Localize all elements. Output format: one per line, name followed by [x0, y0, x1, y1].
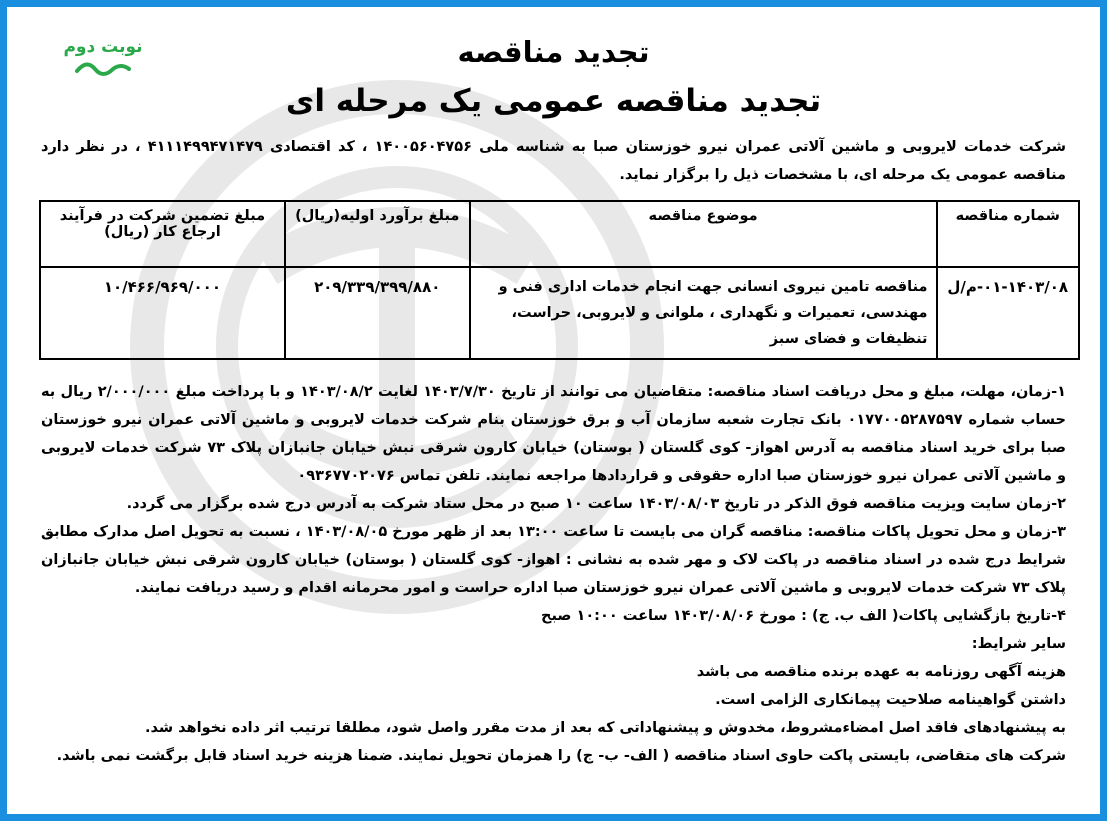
- conditions-section: [41, 378, 1066, 770]
- cell-tender-number: ۰۱-۱۴۰۳/۰۸-م/ل: [937, 267, 1080, 359]
- table-header-row: [40, 201, 1079, 267]
- second-turn-badge: [43, 37, 163, 79]
- header-tender-number: شماره مناقصه: [937, 201, 1080, 267]
- tender-table: [39, 200, 1080, 360]
- other-condition-3: به پیشنهادهای فاقد اصل امضاءمشروط، مخدوش و پیشنهاداتی که بعد از مدت مقرر واصل شود، مطلقا ترتیب اثر داده نخواهد شد.: [144, 720, 1066, 736]
- header-tender-subject: موضوع مناقصه: [470, 201, 937, 267]
- condition-2: ۲-زمان سایت ویزیت مناقصه فوق الذکر در تاریخ ۱۴۰۳/۰۸/۰۳ ساعت ۱۰ صبح در محل ستاد شرکت به آدرس درج شده برگزار می گردد.: [126, 496, 1066, 512]
- second-turn-label: نوبت دوم: [63, 37, 143, 57]
- header-initial-estimate: مبلغ برآورد اولیه(ریال): [285, 201, 470, 267]
- cell-guarantee-amount: ۱۰/۴۶۶/۹۶۹/۰۰۰: [40, 267, 285, 359]
- cell-initial-estimate: ۲۰۹/۳۳۹/۳۹۹/۸۸۰: [285, 267, 470, 359]
- other-condition-4: شرکت های متقاضی، بایستی پاکت حاوی اسناد مناقصه ( الف- ب- ج) را همزمان تحویل نمایند. ضمنا هزینه خرید اسناد قابل برگشت نمی باشد.: [56, 748, 1066, 764]
- table-row: [40, 267, 1079, 359]
- cell-tender-subject: مناقصه تامین نیروی انسانی جهت انجام خدمات اداری فنی و مهندسی، تعمیرات و نگهداری ، ملوانی و لایروبی، حراست، تنظیفات و فضای سبز: [470, 267, 937, 359]
- notice-title: تجدید مناقصه: [457, 35, 650, 69]
- condition-3: ۳-زمان و محل تحویل پاکات مناقصه: مناقصه گران می بایست تا ساعت ۱۳:۰۰ بعد از ظهر مورخ ۱۴۰۳/۰۸/۰۵ ، نسبت به تحویل اصل مدارک مطابق شرایط درج شده در اسناد مناقصه در پاکت لاک و مهر شده به نشانی : اهواز- کوی گلستان ( بوستان) خیابان کارون شرقی نبش خیابان جانبازان پلاک ۷۳ شرکت خدمات لایروبی و ماشین آلاتی عمران نیرو خوزستان صبا اداره حراست و امور محرمانه اقدام و رسید دریافت نمایند.: [41, 524, 1066, 596]
- badge-swash-icon: [73, 57, 133, 79]
- condition-4: ۴-تاریخ بازگشایی پاکات( الف ب. ج) : مورخ ۱۴۰۳/۰۸/۰۶ ساعت ۱۰:۰۰ صبح: [541, 608, 1066, 624]
- other-condition-2: داشتن گواهینامه صلاحیت پیمانکاری الزامی است.: [715, 692, 1066, 708]
- header-guarantee-amount: مبلغ تضمین شرکت در فرآیند ارجاع کار (ریال): [40, 201, 285, 267]
- intro-paragraph: شرکت خدمات لایروبی و ماشین آلاتی عمران نیرو خوزستان صبا به شناسه ملی ۱۴۰۰۵۶۰۴۷۵۶ ، کد اقتصادی ۴۱۱۱۴۹۹۴۷۱۴۷۹ ، در نظر دارد مناقصه عمومی یک مرحله ای، با مشخصات ذیل را برگزار نماید.: [41, 139, 1066, 183]
- notice-subtitle: تجدید مناقصه عمومی یک مرحله ای: [285, 83, 822, 119]
- other-condition-1: هزینه آگهی روزنامه به عهده برنده مناقصه می باشد: [696, 664, 1066, 680]
- other-conditions-title: سایر شرایط:: [971, 636, 1066, 652]
- condition-1: ۱-زمان، مهلت، مبلغ و محل دریافت اسناد مناقصه: متقاضیان می توانند از تاریخ ۱۴۰۳/۷/۳۰ لغایت ۱۴۰۳/۰۸/۲ و با پرداخت مبلغ ۲/۰۰۰/۰۰۰ ریال به حساب شماره ۰۱۷۷۰۰۵۲۸۷۵۹۷ بانک تجارت شعبه سازمان آب و برق خوزستان بنام شرکت خدمات لایروبی و ماشین آلاتی عمران نیرو خوزستان صبا برای خرید اسناد مناقصه به آدرس اهواز- کوی گلستان ( بوستان) خیابان کارون شرقی نبش خیابان جانبازان پلاک ۷۳ شرکت خدمات لایروبی و ماشین آلاتی عمران نیرو خوزستان صبا اداره حقوقی و قراردادها مراجعه نمایند. تلفن تماس ۰۹۳۶۷۷۰۲۰۷۶: [41, 384, 1067, 484]
